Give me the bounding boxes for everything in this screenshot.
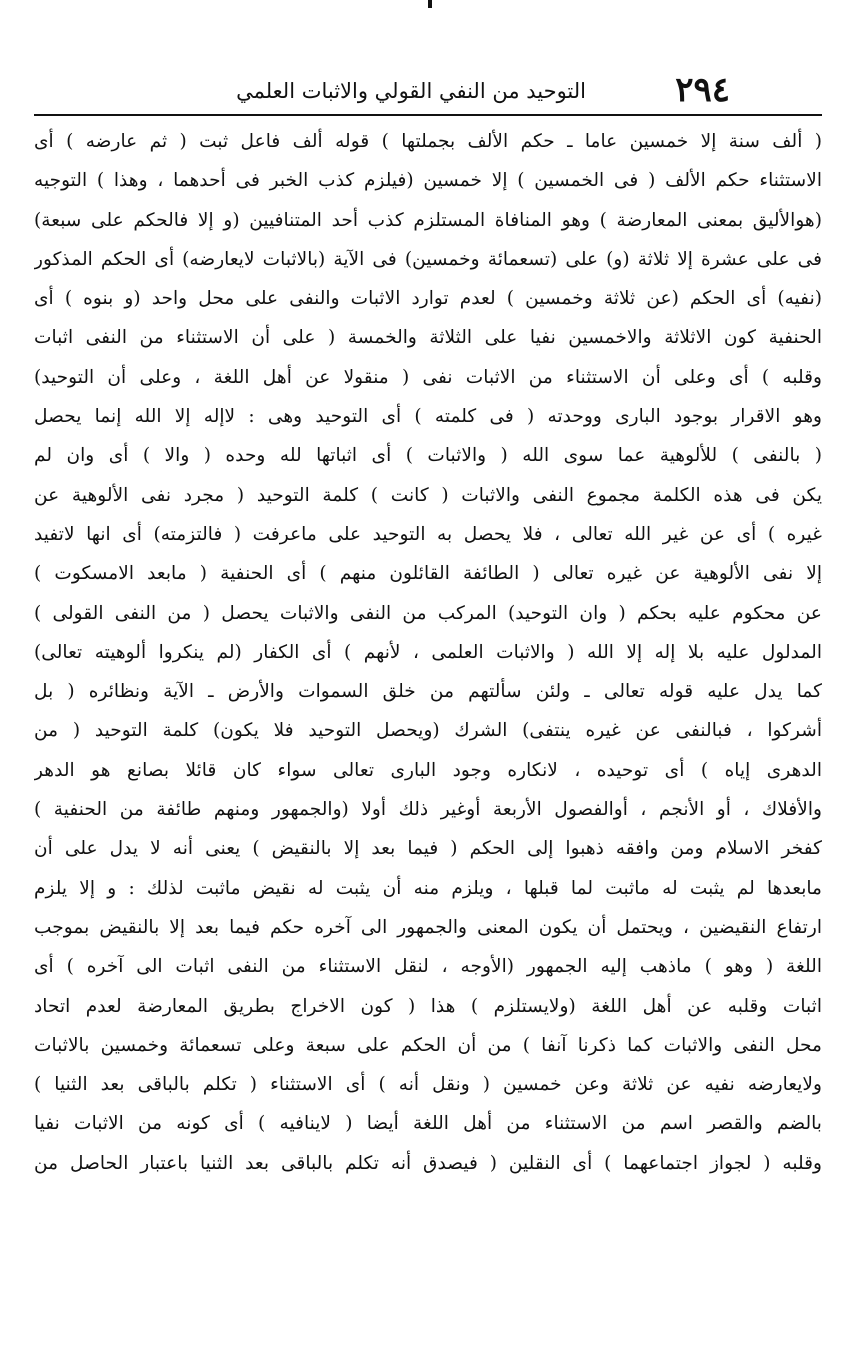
book-page bbox=[34, 70, 822, 1183]
text-line: وقلبه ( لجواز اجتماعهما ) أى النقلين ( فيصدق أنه تكلم بالباقى بعد الثنيا باعتبار الحاصل من bbox=[34, 1152, 822, 1174]
running-title: التوحيد من النفي القولي والاثبات العلمي bbox=[236, 79, 586, 103]
text-line: الاستثناء حكم الألف ( فى الخمسين ) إلا خمسين (فيلزم كذب الخبر فى أحدهما ، وهذا ) التوجيه bbox=[34, 170, 822, 192]
text-line: غيره ) أى عن غير الله تعالى ، فلا يحصل به التوحيد على ماعرفت ( فالتزمته) أى انها لاتفيد bbox=[34, 523, 822, 545]
text-line: ( ألف سنة إلا خمسين عاما ـ حكم الألف بجملتها ) قوله ألف فاعل ثبت ( ثم عارضه ) أى bbox=[34, 131, 822, 152]
top-edge-mark bbox=[428, 0, 432, 8]
text-line: محل النفى والاثبات كما ذكرنا آنفا ) من أن الحكم على سبعة وعلى تسعمائة وخمسين بالاثبات bbox=[34, 1034, 822, 1056]
text-line: يكن فى هذه الكلمة مجموع النفى والاثبات ( كانت ) كلمة التوحيد ( مجرد نفى الألوهية عن bbox=[34, 484, 822, 506]
text-line: كفخر الاسلام ومن وافقه ذهبوا إلى الحكم ( فيما بعد إلا بالنقيض ) يعنى أنه لا يدل على أن bbox=[34, 838, 822, 860]
page-body bbox=[34, 122, 822, 1183]
text-line: وهو الاقرار بوجود البارى ووحدته ( فى كلمته ) أى التوحيد وهى : لاإله إلا الله إنما يحصل bbox=[34, 406, 822, 428]
text-line: والأفلاك ، أو الأنجم ، أوالفصول الأربعة أوغير ذلك أولا (والجمهور ومنهم طائفة من الحنفية ) bbox=[34, 799, 822, 821]
text-line: مابعدها لم يثبت له ماثبت لما قبلها ، ويلزم منه أن يثبت له نقيض ماثبت لذلك : و إلا يلزم bbox=[34, 877, 822, 899]
text-line: ( بالنفى ) للألوهية عما سوى الله ( والاثبات ) أى اثباتها لله وحده ( والا ) أى وان لم bbox=[34, 445, 822, 467]
text-line: وقلبه ) أى وعلى أن الاستثناء من الاثبات نفى ( منقولا عن أهل اللغة ، وعلى أن التوحيد) bbox=[34, 366, 822, 388]
text-line: ارتفاع النقيضين ، ويحتمل أن يكون المعنى والجمهور الى آخره حكم فيما بعد إلا بالنقيض بموجب bbox=[34, 916, 822, 938]
text-line: بالضم والقصر اسم من الاستثناء من أهل اللغة أيضا ( لاينافيه ) أى كونه من الاثبات نفيا bbox=[34, 1113, 822, 1135]
text-line: فى على عشرة إلا ثلاثة (و) على (تسعمائة وخمسين) فى الآية (بالاثبات لايعارضه) أى الحكم المذكور bbox=[34, 248, 822, 270]
text-line: ولايعارضه نفيه عن ثلاثة وعن خمسين ( ونقل أنه ) أى الاستثناء ( تكلم بالباقى بعد الثنيا ) bbox=[34, 1074, 822, 1096]
text-line: كما يدل عليه قوله تعالى ـ ولئن سألتهم من خلق السموات والأرض ـ الآية ونظائره ( بل bbox=[34, 681, 822, 703]
text-line: إلا نفى الألوهية عن غيره تعالى ( الطائفة القائلون منهم ) أى الحنفية ( مابعد الامسكوت ) bbox=[34, 563, 822, 585]
text-line: الدهرى إياه ) أى توحيده ، لانكاره وجود البارى تعالى سواء كان قائلا بصانع هو الدهر bbox=[34, 759, 822, 781]
text-line: اثبات وقلبه عن أهل اللغة (ولايستلزم ) هذا ( كون الاخراج بطريق المعارضة لعدم اتحاد bbox=[34, 995, 822, 1017]
text-line: أشركوا ، فبالنفى عن غيره ينتفى) الشرك (ويحصل التوحيد فلا يكون) كلمة التوحيد ( من bbox=[34, 720, 822, 742]
page-number: ٢٩٤ bbox=[675, 70, 730, 110]
header-rule bbox=[34, 114, 822, 116]
text-line: المدلول عليه بلا إله إلا الله ( والاثبات العلمى ، لأنهم ) أى الكفار (لم ينكروا ألوهيته تعالى) bbox=[34, 641, 822, 663]
text-line: عن محكوم عليه بحكم ( وان التوحيد) المركب من النفى والاثبات يحصل ( من النفى القولى ) bbox=[34, 602, 822, 624]
text-line: الحنفية كون الاثلاثة والاخمسين نفيا على الثلاثة والخمسة ( على أن الاستثناء من النفى اثبات bbox=[34, 327, 822, 349]
text-line: (نفيه) أى الحكم (عن ثلاثة وخمسين ) لعدم توارد الاثبات والنفى على محل واحد (و بنوه ) أى bbox=[34, 288, 822, 310]
text-line: (هوالأليق بمعنى المعارضة ) وهو المنافاة المستلزم كذب أحد المتنافيين (و إلا فالحكم على سبعة) bbox=[34, 209, 822, 231]
text-line: اللغة ( وهو ) ماذهب إليه الجمهور (الأوجه ، لنقل الاستثناء من النفى اثبات الى آخره ) أى bbox=[34, 956, 822, 978]
page-header bbox=[34, 70, 822, 118]
